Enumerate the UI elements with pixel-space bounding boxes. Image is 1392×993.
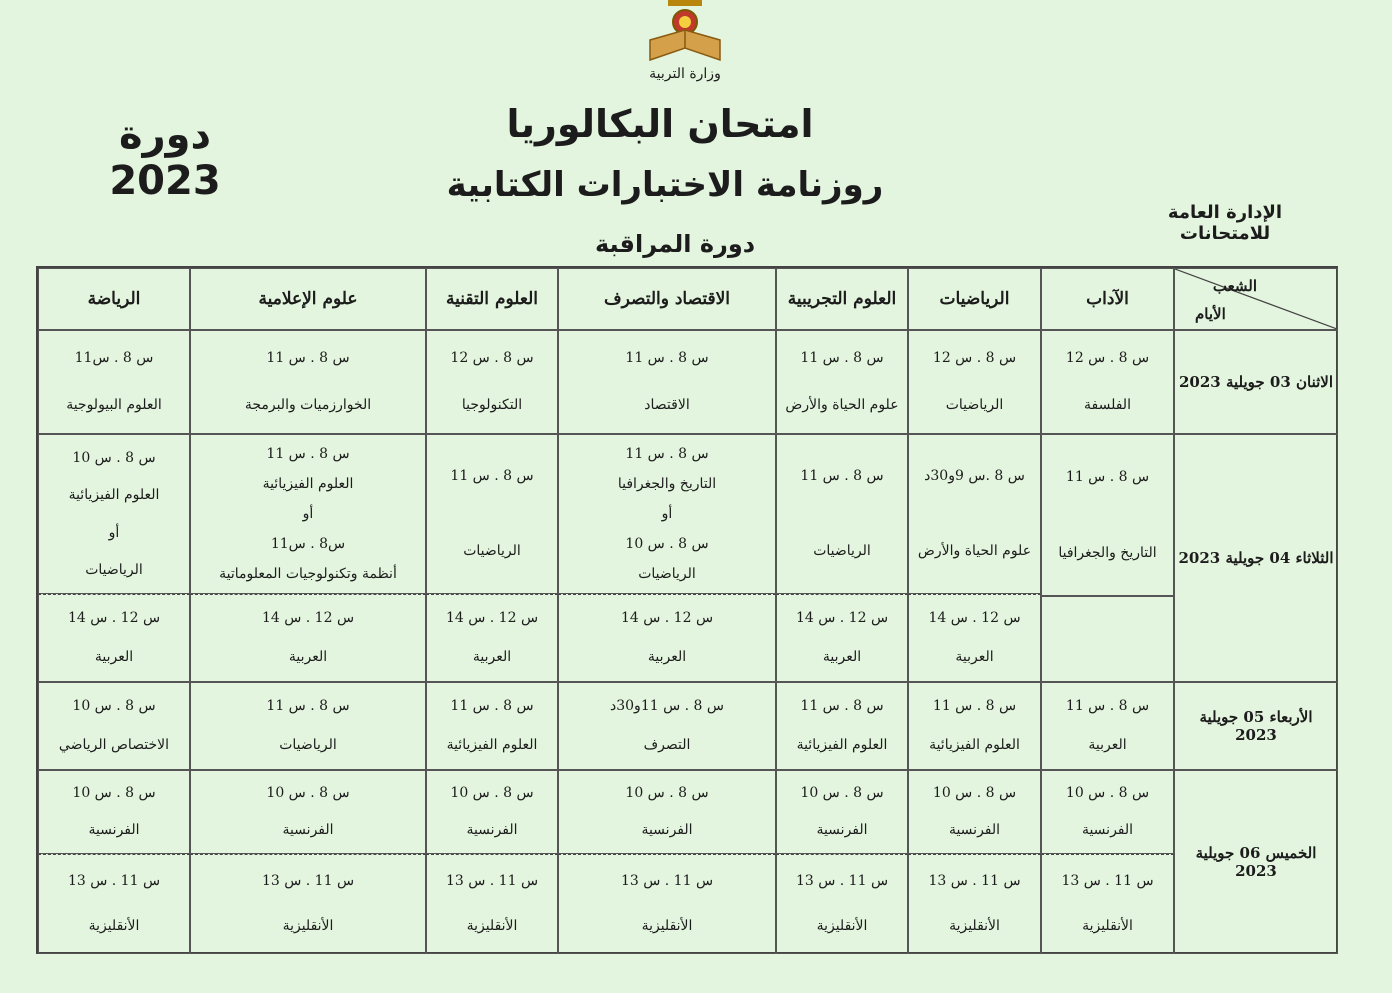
- exam-subject: الفرنسية: [641, 822, 693, 839]
- exam-subject: الرياضيات: [463, 543, 521, 560]
- exam-subject: الفلسفة: [1084, 397, 1131, 414]
- exam-schedule-table: [36, 266, 1338, 954]
- section-header: الرياضيات: [908, 268, 1041, 330]
- exam-subject: العلوم الفيزيائية: [796, 737, 888, 754]
- ministry-logo: [640, 0, 730, 95]
- exam-time: س 8 . س 11: [625, 445, 709, 462]
- exam-cell: [558, 854, 776, 954]
- exam-subject: الأنقليزية: [282, 918, 334, 935]
- exam-subject: الأنقليزية: [466, 918, 518, 935]
- section-header: الآداب: [1041, 268, 1174, 330]
- exam-time: س 8 . س 11و30د: [609, 698, 724, 715]
- empty-cell: [1041, 596, 1174, 682]
- exam-subject: الرياضيات: [279, 737, 337, 754]
- exam-cell: [426, 594, 558, 682]
- exam-time: س 8 . س 11: [1065, 468, 1150, 485]
- exam-time: س 8 . س 12: [1065, 350, 1150, 367]
- exam-subject: الفرنسية: [282, 822, 334, 839]
- exam-subject: العلوم الفيزيائية: [446, 737, 538, 754]
- exam-subject: الفرنسية: [816, 822, 868, 839]
- exam-cell: [558, 682, 776, 770]
- exam-cell: [38, 594, 190, 682]
- exam-cell: [1041, 434, 1174, 596]
- book-emblem-icon: [640, 0, 730, 70]
- exam-cell: [1041, 854, 1174, 954]
- exam-cell: [908, 330, 1041, 434]
- exam-subject: التاريخ والجغرافيا: [1058, 544, 1157, 561]
- or-label: أو: [661, 505, 673, 522]
- day-cell: الثلاثاء 04 جويلية 2023: [1174, 434, 1338, 682]
- day-cell: الخميس 06 جويلية 2023: [1174, 770, 1338, 954]
- exam-subject: الرياضيات: [638, 565, 696, 582]
- exam-time: س 8 . س 11: [266, 698, 350, 715]
- exam-time: س 11 . س 13: [928, 873, 1021, 890]
- exam-cell: [426, 682, 558, 770]
- exam-cell: [426, 770, 558, 854]
- exam-cell: [1041, 770, 1174, 854]
- exam-cell: [190, 594, 426, 682]
- exam-time: س 8 . س 10: [266, 785, 350, 802]
- corner-sections-label: الشعب: [1212, 277, 1257, 295]
- exam-subject: الخوارزميات والبرمجة: [244, 397, 372, 414]
- exam-cell: [908, 434, 1041, 594]
- section-header: العلوم التجريبية: [776, 268, 908, 330]
- exam-subject: الفرنسية: [466, 822, 518, 839]
- exam-time: س 8 . س 10: [625, 785, 709, 802]
- exam-subject: العربية: [94, 649, 134, 666]
- day-cell: الاثنان 03 جويلية 2023: [1174, 330, 1338, 434]
- section-header: الاقتصاد والتصرف: [558, 268, 776, 330]
- exam-subject: أنظمة وتكنولوجيات المعلوماتية: [219, 565, 397, 582]
- exam-time: س 11 . س 13: [261, 873, 355, 890]
- exam-subject: الفرنسية: [1081, 822, 1134, 839]
- exam-cell: [558, 594, 776, 682]
- exam-cell: [38, 854, 190, 954]
- exam-time: س 12 . س 14: [445, 610, 539, 627]
- section-header: العلوم التقنية: [426, 268, 558, 330]
- exam-subject: العلوم البيولوجية: [66, 397, 162, 414]
- exam-cell: [558, 434, 776, 594]
- exam-cell: [190, 434, 426, 594]
- exam-cell: [908, 594, 1041, 682]
- exam-subject: س 8 . س 10: [625, 535, 709, 552]
- session-year: دورة 2023: [109, 112, 221, 204]
- exam-subject: الأنقليزية: [88, 918, 140, 935]
- exam-subject: علوم الحياة والأرض: [785, 397, 899, 414]
- exam-time: س 8 . س 10: [800, 785, 884, 802]
- header-corner: [1174, 268, 1338, 330]
- exam-subject: العربية: [822, 649, 862, 666]
- exam-time: س 8 . س 10: [72, 698, 156, 715]
- exam-time: س 8 . س 10: [932, 785, 1017, 802]
- exam-cell: [426, 434, 558, 594]
- exam-time: س 8 . س 11: [932, 698, 1017, 715]
- exam-time: س 8 . س 12: [450, 350, 534, 367]
- section-header: الرياضة: [38, 268, 190, 330]
- exam-cell: [558, 330, 776, 434]
- or-label: أو: [302, 505, 314, 522]
- calendar-title: روزنامة الاختبارات الكتابية: [446, 165, 884, 205]
- exam-subject: الفرنسية: [948, 822, 1001, 839]
- corner-days-label: الأيام: [1195, 305, 1226, 323]
- exam-cell: [776, 330, 908, 434]
- exam-subject: العربية: [288, 649, 328, 666]
- exam-cell: [558, 770, 776, 854]
- exam-cell: [38, 682, 190, 770]
- exam-subject: الرياضيات: [945, 397, 1004, 414]
- exam-cell: [1041, 682, 1174, 770]
- exam-time: س 8 . س 10: [1065, 785, 1150, 802]
- exam-time: س 8 . س 11: [625, 350, 709, 367]
- exam-subject: العربية: [1088, 737, 1127, 754]
- exam-subject: العربية: [955, 649, 994, 666]
- exam-cell: [776, 594, 908, 682]
- exam-cell: [426, 854, 558, 954]
- exam-cell: [908, 682, 1041, 770]
- exam-time: س 8 . س 11: [800, 468, 884, 485]
- exam-time: س 8 . س 10: [450, 785, 534, 802]
- exam-time: س 8 . س 11: [450, 698, 534, 715]
- exam-subject: علوم الحياة والأرض: [917, 543, 1032, 560]
- exam-title: امتحان البكالوريا: [506, 102, 814, 146]
- round-title: دورة المراقبة: [594, 230, 756, 258]
- exam-subject: الرياضيات: [813, 543, 871, 560]
- exam-cell: [426, 330, 558, 434]
- exam-time: س 8 . س 12: [932, 350, 1017, 367]
- exam-cell: [38, 330, 190, 434]
- exam-time: س 8 . س 11: [266, 445, 350, 462]
- exam-time: س 12 . س 14: [620, 610, 714, 627]
- exam-time: س 8 . س11: [74, 350, 154, 367]
- exam-time: س 8 . س 10: [72, 785, 156, 802]
- exam-time: س 11 . س 13: [795, 873, 889, 890]
- exam-cell: [38, 770, 190, 854]
- exam-subject: الرياضيات: [85, 562, 143, 579]
- exam-time: س 8 . س 10: [72, 449, 156, 466]
- exam-time: س 12 . س 14: [795, 610, 889, 627]
- exam-subject: الأنقليزية: [1082, 918, 1133, 935]
- exam-time: س 8 . س 11: [800, 350, 884, 367]
- exam-cell: [1041, 330, 1174, 434]
- exam-subject: العربية: [647, 649, 687, 666]
- exam-time: س 11 . س 13: [1061, 873, 1154, 890]
- exam-cell: [776, 434, 908, 594]
- exam-time: س 8 .س 9و30د: [924, 468, 1025, 485]
- exam-cell: [38, 434, 190, 594]
- exam-time: س 8 . س 11: [450, 468, 534, 485]
- exam-cell: [190, 854, 426, 954]
- exam-subject: العلوم الفيزيائية: [262, 475, 354, 492]
- exam-subject: س8 . س11: [270, 535, 346, 552]
- exam-subject: الأنقليزية: [816, 918, 868, 935]
- exam-cell: [190, 682, 426, 770]
- exam-cell: [776, 854, 908, 954]
- exam-subject: الفرنسية: [88, 822, 140, 839]
- issuing-directorate: الإدارة العامة للامتحانات: [1167, 202, 1283, 244]
- exam-cell: [190, 770, 426, 854]
- exam-subject: الاختصاص الرياضي: [58, 737, 170, 754]
- exam-time: س 8 . س 11: [1065, 698, 1150, 715]
- exam-cell: [776, 770, 908, 854]
- exam-subject: العلوم الفيزيائية: [929, 737, 1020, 754]
- exam-cell: [908, 770, 1041, 854]
- exam-time: س 12 . س 14: [261, 610, 355, 627]
- or-label: أو: [108, 524, 120, 541]
- exam-time: س 8 . س 11: [266, 350, 350, 367]
- exam-subject: العلوم الفيزيائية: [68, 487, 160, 504]
- exam-subject: العربية: [472, 649, 512, 666]
- section-header: علوم الإعلامية: [190, 268, 426, 330]
- exam-subject: التكنولوجيا: [461, 397, 523, 414]
- exam-time: س 12 . س 14: [67, 610, 161, 627]
- exam-time: س 11 . س 13: [620, 873, 714, 890]
- exam-subject: التاريخ والجغرافيا: [617, 475, 717, 492]
- ministry-name: وزارة التربية: [649, 66, 721, 82]
- exam-subject: الأنقليزية: [949, 918, 1000, 935]
- exam-time: س 11 . س 13: [67, 873, 161, 890]
- exam-subject: الأنقليزية: [641, 918, 693, 935]
- exam-time: س 11 . س 13: [445, 873, 539, 890]
- exam-cell: [776, 682, 908, 770]
- exam-cell: [908, 854, 1041, 954]
- day-cell: الأربعاء 05 جويلية 2023: [1174, 682, 1338, 770]
- exam-time: س 8 . س 11: [800, 698, 884, 715]
- exam-subject: الاقتصاد: [644, 397, 690, 414]
- exam-subject: التصرف: [643, 737, 691, 754]
- exam-cell: [190, 330, 426, 434]
- exam-time: س 12 . س 14: [928, 610, 1021, 627]
